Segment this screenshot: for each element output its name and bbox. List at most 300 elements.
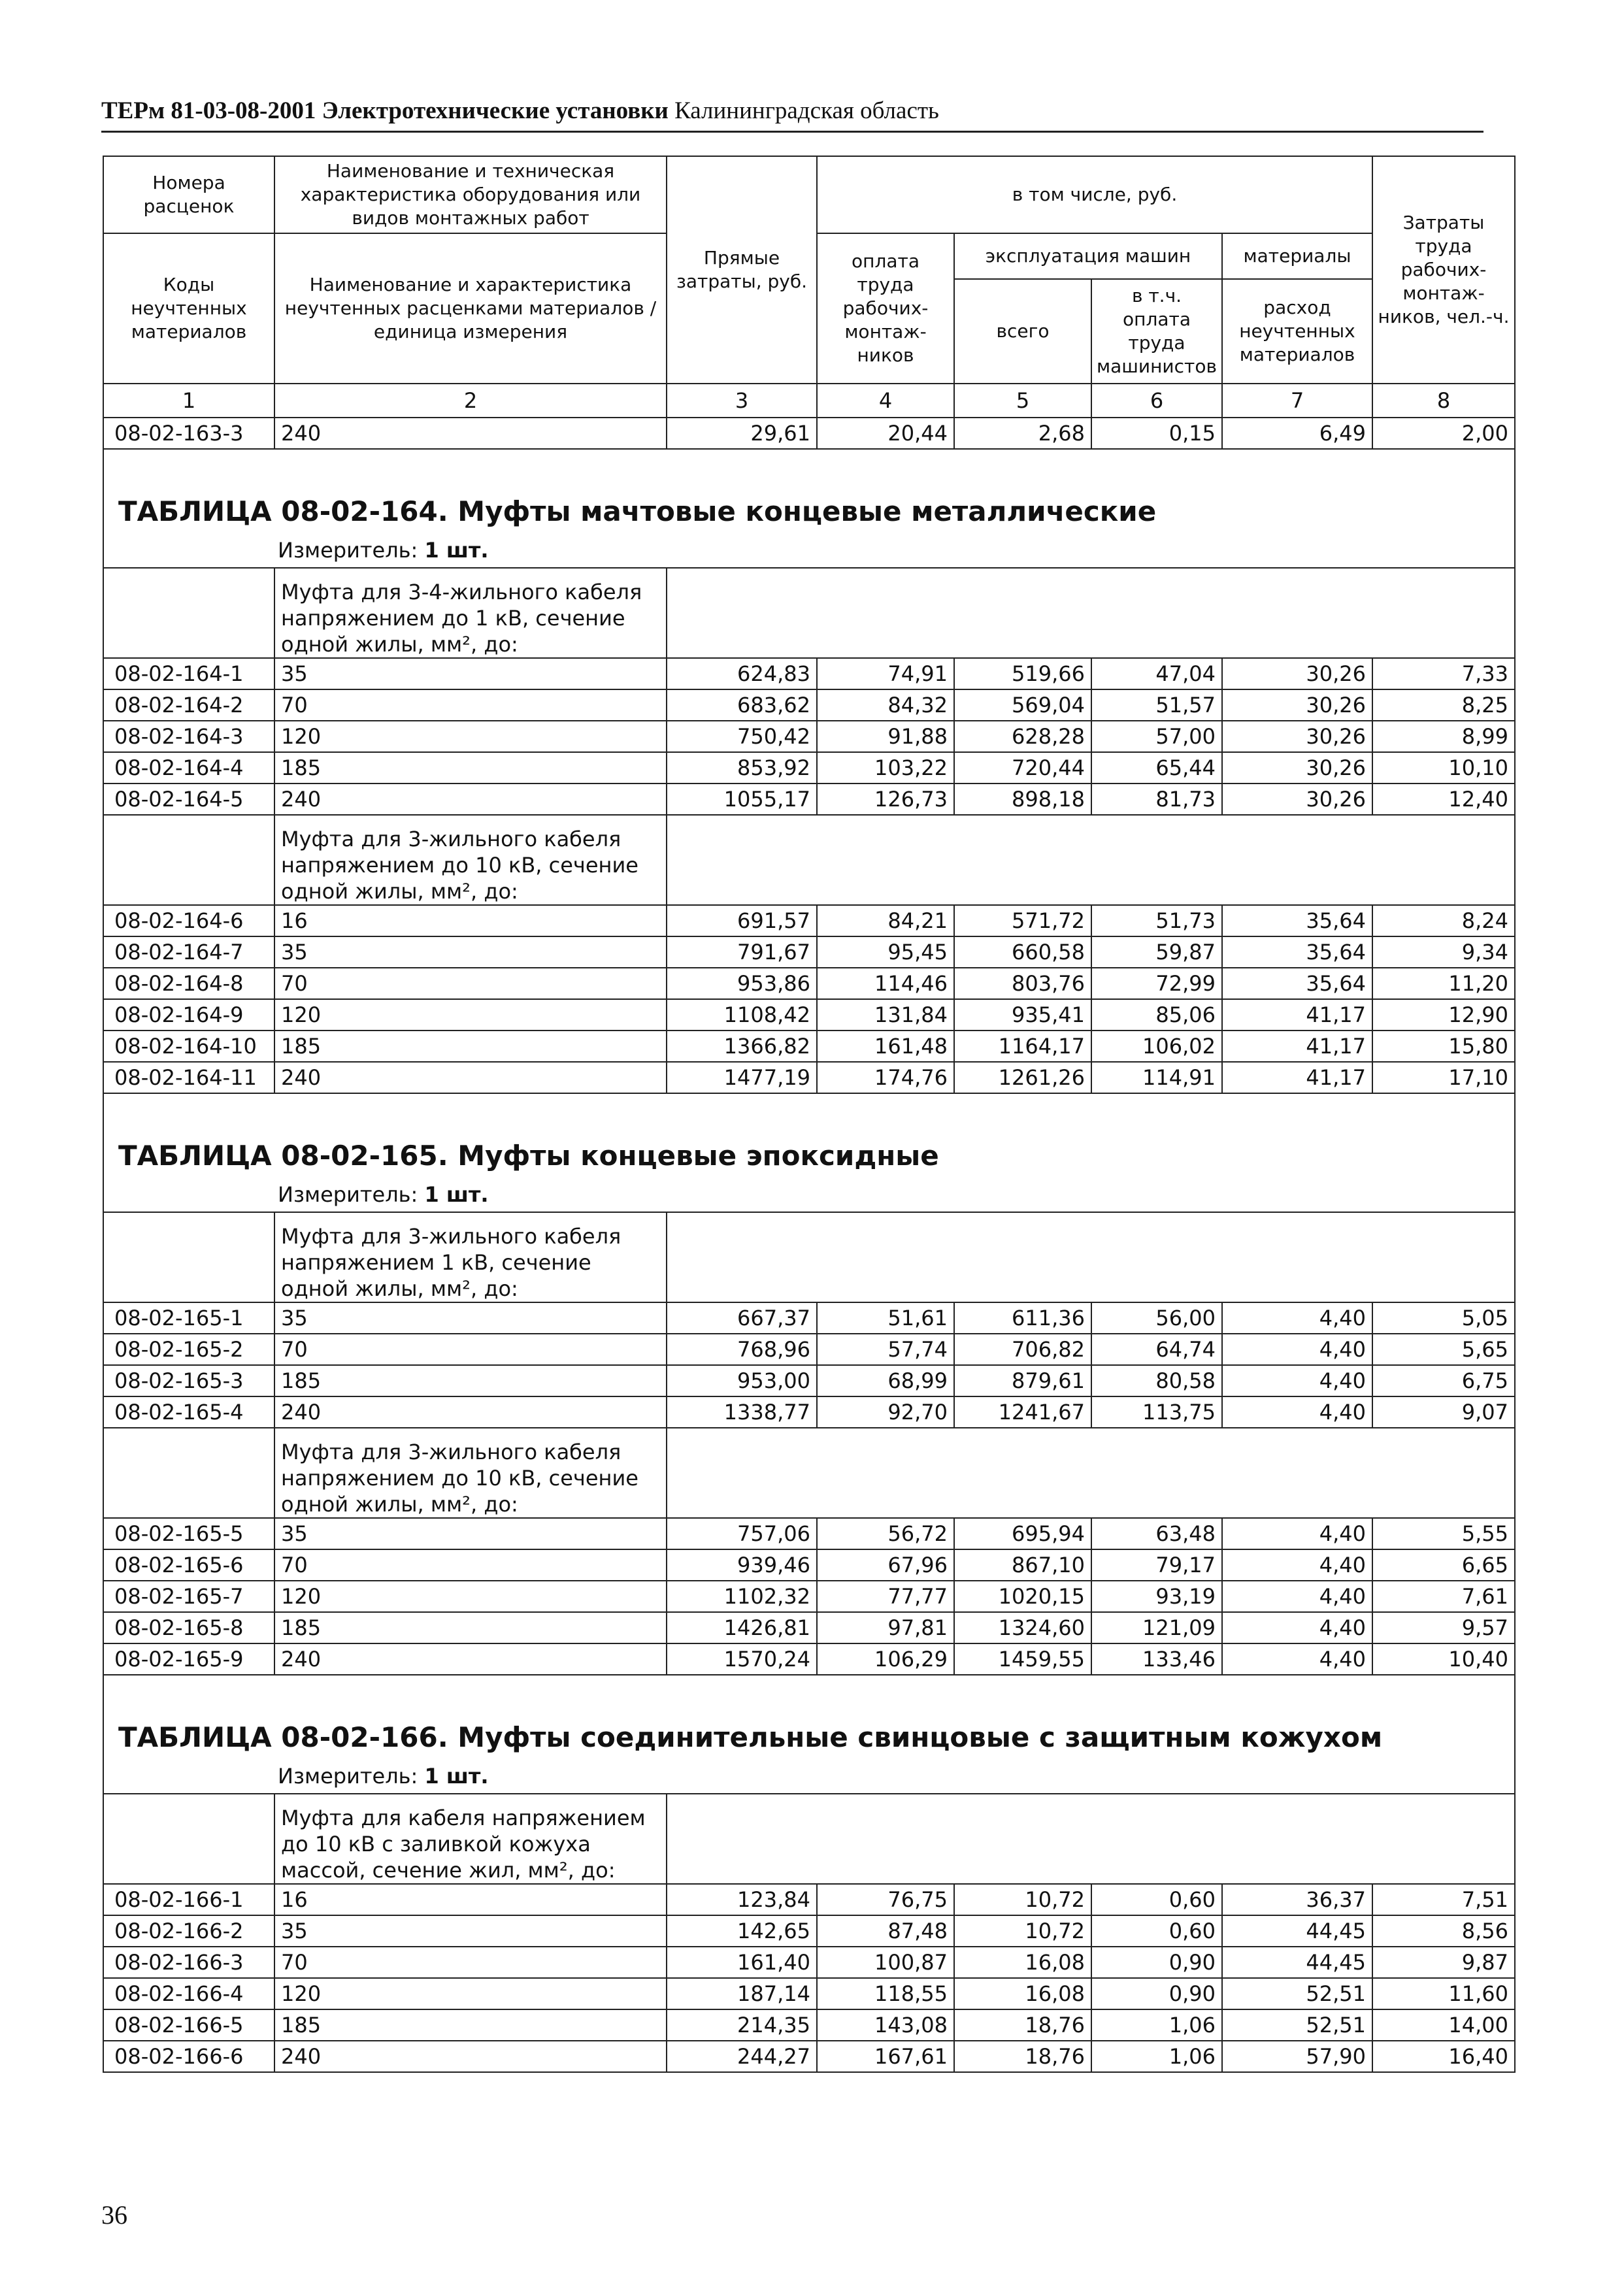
column-number: 6 bbox=[1091, 384, 1222, 418]
machines-total: 2,68 bbox=[954, 418, 1091, 449]
rate-code: 08-02-164-1 bbox=[103, 658, 274, 689]
operator-wages: 0,60 bbox=[1091, 1884, 1222, 1915]
table-row bbox=[103, 2009, 1515, 2041]
operator-wages: 0,15 bbox=[1091, 418, 1222, 449]
operator-wages: 1,06 bbox=[1091, 2009, 1222, 2041]
worker-wages: 84,32 bbox=[817, 689, 954, 721]
operator-wages: 51,57 bbox=[1091, 689, 1222, 721]
unaccounted-materials: 36,37 bbox=[1222, 1884, 1372, 1915]
direct-costs: 791,67 bbox=[667, 936, 817, 968]
col-header-material-names: Наименование и характеристика неучтенных расценками материалов / единица измерения bbox=[274, 233, 667, 384]
direct-costs: 1338,77 bbox=[667, 1396, 817, 1428]
table-row bbox=[103, 1612, 1515, 1643]
col-header-worker-wages: оплата труда рабочих-монтаж-ников bbox=[817, 233, 954, 384]
unaccounted-materials: 41,17 bbox=[1222, 1031, 1372, 1062]
empty-cell bbox=[103, 1212, 274, 1302]
table-row bbox=[103, 1031, 1515, 1062]
estimate-table bbox=[103, 156, 1516, 2073]
worker-wages: 114,46 bbox=[817, 968, 954, 999]
measure-label: Измеритель: bbox=[278, 1182, 418, 1207]
rate-code: 08-02-166-2 bbox=[103, 1915, 274, 1947]
header-row-1 bbox=[103, 156, 1515, 233]
direct-costs: 1477,19 bbox=[667, 1062, 817, 1093]
table-row bbox=[103, 418, 1515, 449]
machines-total: 1324,60 bbox=[954, 1612, 1091, 1643]
empty-cell bbox=[103, 568, 274, 658]
rate-code: 08-02-165-1 bbox=[103, 1302, 274, 1334]
worker-wages: 67,96 bbox=[817, 1549, 954, 1581]
cross-section: 240 bbox=[274, 1062, 667, 1093]
col-header-labor-costs: Затраты труда рабочих-монтаж-ников, чел.-ч. bbox=[1372, 156, 1515, 384]
worker-wages: 57,74 bbox=[817, 1334, 954, 1365]
machines-total: 18,76 bbox=[954, 2009, 1091, 2041]
cross-section: 35 bbox=[274, 1915, 667, 1947]
region-name: Калининградская область bbox=[674, 97, 939, 124]
empty-cell bbox=[667, 568, 1515, 658]
labor-costs: 10,10 bbox=[1372, 752, 1515, 784]
unaccounted-materials: 30,26 bbox=[1222, 784, 1372, 815]
labor-costs: 9,57 bbox=[1372, 1612, 1515, 1643]
machines-total: 935,41 bbox=[954, 999, 1091, 1031]
labor-costs: 2,00 bbox=[1372, 418, 1515, 449]
operator-wages: 63,48 bbox=[1091, 1518, 1222, 1549]
group-description: Муфта для 3-жильного кабеля напряжением до 10 кВ, сечение одной жилы, мм², до: bbox=[274, 815, 667, 905]
operator-wages: 0,90 bbox=[1091, 1947, 1222, 1978]
col-header-unaccounted-materials: расход неучтенных материалов bbox=[1222, 279, 1372, 384]
rate-code: 08-02-165-2 bbox=[103, 1334, 274, 1365]
direct-costs: 244,27 bbox=[667, 2041, 817, 2072]
worker-wages: 174,76 bbox=[817, 1062, 954, 1093]
unaccounted-materials: 35,64 bbox=[1222, 905, 1372, 936]
rate-code: 08-02-164-5 bbox=[103, 784, 274, 815]
measure-label: Измеритель: bbox=[278, 538, 418, 563]
col-header-operator-wages: в т.ч. оплата труда машинистов bbox=[1091, 279, 1222, 384]
worker-wages: 92,70 bbox=[817, 1396, 954, 1428]
labor-costs: 7,33 bbox=[1372, 658, 1515, 689]
labor-costs: 9,34 bbox=[1372, 936, 1515, 968]
table-row bbox=[103, 1365, 1515, 1396]
unaccounted-materials: 30,26 bbox=[1222, 752, 1372, 784]
labor-costs: 6,65 bbox=[1372, 1549, 1515, 1581]
direct-costs: 853,92 bbox=[667, 752, 817, 784]
table-row bbox=[103, 1549, 1515, 1581]
column-number: 7 bbox=[1222, 384, 1372, 418]
unaccounted-materials: 4,40 bbox=[1222, 1549, 1372, 1581]
operator-wages: 93,19 bbox=[1091, 1581, 1222, 1612]
group-description: Муфта для 3-жильного кабеля напряжением 1 кВ, сечение одной жилы, мм², до: bbox=[274, 1212, 667, 1302]
cross-section: 16 bbox=[274, 905, 667, 936]
rate-code: 08-02-165-5 bbox=[103, 1518, 274, 1549]
page-number: 36 bbox=[101, 2200, 127, 2230]
labor-costs: 17,10 bbox=[1372, 1062, 1515, 1093]
unaccounted-materials: 41,17 bbox=[1222, 999, 1372, 1031]
direct-costs: 939,46 bbox=[667, 1549, 817, 1581]
labor-costs: 12,40 bbox=[1372, 784, 1515, 815]
operator-wages: 80,58 bbox=[1091, 1365, 1222, 1396]
empty-cell bbox=[103, 815, 274, 905]
worker-wages: 106,29 bbox=[817, 1643, 954, 1675]
operator-wages: 114,91 bbox=[1091, 1062, 1222, 1093]
table-row bbox=[103, 2041, 1515, 2072]
direct-costs: 667,37 bbox=[667, 1302, 817, 1334]
cross-section: 35 bbox=[274, 936, 667, 968]
table-row bbox=[103, 1334, 1515, 1365]
unaccounted-materials: 35,64 bbox=[1222, 936, 1372, 968]
section-spacer bbox=[103, 1675, 1515, 1716]
machines-total: 16,08 bbox=[954, 1978, 1091, 2009]
section-spacer bbox=[103, 449, 1515, 490]
direct-costs: 1366,82 bbox=[667, 1031, 817, 1062]
direct-costs: 750,42 bbox=[667, 721, 817, 752]
page-header bbox=[101, 97, 1483, 133]
unaccounted-materials: 44,45 bbox=[1222, 1947, 1372, 1978]
operator-wages: 1,06 bbox=[1091, 2041, 1222, 2072]
unaccounted-materials: 4,40 bbox=[1222, 1612, 1372, 1643]
labor-costs: 9,87 bbox=[1372, 1947, 1515, 1978]
worker-wages: 100,87 bbox=[817, 1947, 954, 1978]
measure-unit bbox=[103, 1178, 1515, 1212]
table-title: ТАБЛИЦА 08-02-166. Муфты соединительные свинцовые с защитным кожухом bbox=[103, 1716, 1515, 1759]
cross-section: 16 bbox=[274, 1884, 667, 1915]
table-title-row bbox=[103, 1134, 1515, 1178]
worker-wages: 91,88 bbox=[817, 721, 954, 752]
labor-costs: 6,75 bbox=[1372, 1365, 1515, 1396]
machines-total: 628,28 bbox=[954, 721, 1091, 752]
col-header-machines-total: всего bbox=[954, 279, 1091, 384]
operator-wages: 85,06 bbox=[1091, 999, 1222, 1031]
machines-total: 660,58 bbox=[954, 936, 1091, 968]
labor-costs: 9,07 bbox=[1372, 1396, 1515, 1428]
cross-section: 70 bbox=[274, 1549, 667, 1581]
col-header-rate-numbers: Номера расценок bbox=[103, 156, 274, 233]
labor-costs: 5,55 bbox=[1372, 1518, 1515, 1549]
rate-code: 08-02-166-4 bbox=[103, 1978, 274, 2009]
operator-wages: 72,99 bbox=[1091, 968, 1222, 999]
operator-wages: 113,75 bbox=[1091, 1396, 1222, 1428]
table-title: ТАБЛИЦА 08-02-164. Муфты мачтовые концевые металлические bbox=[103, 490, 1515, 533]
table-row bbox=[103, 1518, 1515, 1549]
rate-code: 08-02-165-3 bbox=[103, 1365, 274, 1396]
table-row bbox=[103, 999, 1515, 1031]
labor-costs: 8,25 bbox=[1372, 689, 1515, 721]
worker-wages: 126,73 bbox=[817, 784, 954, 815]
cross-section: 185 bbox=[274, 2009, 667, 2041]
table-row bbox=[103, 968, 1515, 999]
direct-costs: 161,40 bbox=[667, 1947, 817, 1978]
labor-costs: 11,60 bbox=[1372, 1978, 1515, 2009]
operator-wages: 79,17 bbox=[1091, 1549, 1222, 1581]
spacer-cell bbox=[103, 449, 1515, 490]
machines-total: 1241,67 bbox=[954, 1396, 1091, 1428]
machines-total: 879,61 bbox=[954, 1365, 1091, 1396]
direct-costs: 624,83 bbox=[667, 658, 817, 689]
unaccounted-materials: 41,17 bbox=[1222, 1062, 1372, 1093]
machines-total: 898,18 bbox=[954, 784, 1091, 815]
measure-value: 1 шт. bbox=[424, 1764, 489, 1789]
machines-total: 706,82 bbox=[954, 1334, 1091, 1365]
labor-costs: 5,65 bbox=[1372, 1334, 1515, 1365]
group-description-row bbox=[103, 1428, 1515, 1518]
operator-wages: 64,74 bbox=[1091, 1334, 1222, 1365]
machines-total: 16,08 bbox=[954, 1947, 1091, 1978]
machines-total: 1164,17 bbox=[954, 1031, 1091, 1062]
unaccounted-materials: 52,51 bbox=[1222, 2009, 1372, 2041]
cross-section: 240 bbox=[274, 784, 667, 815]
table-row bbox=[103, 905, 1515, 936]
worker-wages: 68,99 bbox=[817, 1365, 954, 1396]
cross-section: 240 bbox=[274, 418, 667, 449]
machines-total: 1261,26 bbox=[954, 1062, 1091, 1093]
table-row bbox=[103, 689, 1515, 721]
machines-total: 803,76 bbox=[954, 968, 1091, 999]
machines-total: 10,72 bbox=[954, 1915, 1091, 1947]
table-row bbox=[103, 1978, 1515, 2009]
machines-total: 611,36 bbox=[954, 1302, 1091, 1334]
section-spacer bbox=[103, 1093, 1515, 1134]
cross-section: 35 bbox=[274, 658, 667, 689]
group-description-row bbox=[103, 1794, 1515, 1884]
direct-costs: 1570,24 bbox=[667, 1643, 817, 1675]
cross-section: 185 bbox=[274, 1031, 667, 1062]
cross-section: 35 bbox=[274, 1302, 667, 1334]
unaccounted-materials: 4,40 bbox=[1222, 1518, 1372, 1549]
direct-costs: 953,86 bbox=[667, 968, 817, 999]
table-row bbox=[103, 784, 1515, 815]
cross-section: 240 bbox=[274, 1643, 667, 1675]
rate-code: 08-02-165-8 bbox=[103, 1612, 274, 1643]
rate-code: 08-02-166-6 bbox=[103, 2041, 274, 2072]
labor-costs: 8,24 bbox=[1372, 905, 1515, 936]
direct-costs: 757,06 bbox=[667, 1518, 817, 1549]
column-number: 3 bbox=[667, 384, 817, 418]
labor-costs: 10,40 bbox=[1372, 1643, 1515, 1675]
direct-costs: 768,96 bbox=[667, 1334, 817, 1365]
machines-total: 571,72 bbox=[954, 905, 1091, 936]
group-description-row bbox=[103, 568, 1515, 658]
table-row bbox=[103, 1396, 1515, 1428]
measure-value: 1 шт. bbox=[424, 538, 489, 563]
direct-costs: 214,35 bbox=[667, 2009, 817, 2041]
direct-costs: 142,65 bbox=[667, 1915, 817, 1947]
column-number: 2 bbox=[274, 384, 667, 418]
table-row bbox=[103, 1062, 1515, 1093]
document-code: ТЕРм 81-03-08-2001 bbox=[101, 97, 316, 124]
measure-unit bbox=[103, 1759, 1515, 1794]
machines-total: 1020,15 bbox=[954, 1581, 1091, 1612]
labor-costs: 15,80 bbox=[1372, 1031, 1515, 1062]
measure-row bbox=[103, 1178, 1515, 1212]
rate-code: 08-02-164-10 bbox=[103, 1031, 274, 1062]
operator-wages: 57,00 bbox=[1091, 721, 1222, 752]
rate-code: 08-02-164-4 bbox=[103, 752, 274, 784]
operator-wages: 56,00 bbox=[1091, 1302, 1222, 1334]
direct-costs: 683,62 bbox=[667, 689, 817, 721]
table-row bbox=[103, 1302, 1515, 1334]
rate-code: 08-02-164-9 bbox=[103, 999, 274, 1031]
machines-total: 720,44 bbox=[954, 752, 1091, 784]
table-title-row bbox=[103, 490, 1515, 533]
operator-wages: 65,44 bbox=[1091, 752, 1222, 784]
empty-cell bbox=[667, 1794, 1515, 1884]
worker-wages: 77,77 bbox=[817, 1581, 954, 1612]
direct-costs: 123,84 bbox=[667, 1884, 817, 1915]
group-description-row bbox=[103, 815, 1515, 905]
worker-wages: 97,81 bbox=[817, 1612, 954, 1643]
labor-costs: 14,00 bbox=[1372, 2009, 1515, 2041]
col-header-including: в том числе, руб. bbox=[817, 156, 1372, 233]
direct-costs: 1426,81 bbox=[667, 1612, 817, 1643]
unaccounted-materials: 4,40 bbox=[1222, 1302, 1372, 1334]
worker-wages: 51,61 bbox=[817, 1302, 954, 1334]
unaccounted-materials: 30,26 bbox=[1222, 689, 1372, 721]
cross-section: 185 bbox=[274, 1365, 667, 1396]
group-description: Муфта для кабеля напряжением до 10 кВ с заливкой кожуха массой, сечение жил, мм², до: bbox=[274, 1794, 667, 1884]
operator-wages: 47,04 bbox=[1091, 658, 1222, 689]
table-row bbox=[103, 1915, 1515, 1947]
table-row bbox=[103, 1581, 1515, 1612]
worker-wages: 143,08 bbox=[817, 2009, 954, 2041]
operator-wages: 51,73 bbox=[1091, 905, 1222, 936]
worker-wages: 118,55 bbox=[817, 1978, 954, 2009]
table-row bbox=[103, 1643, 1515, 1675]
direct-costs: 1055,17 bbox=[667, 784, 817, 815]
labor-costs: 16,40 bbox=[1372, 2041, 1515, 2072]
column-number: 1 bbox=[103, 384, 274, 418]
group-description-row bbox=[103, 1212, 1515, 1302]
cross-section: 120 bbox=[274, 721, 667, 752]
cross-section: 70 bbox=[274, 1334, 667, 1365]
table-title-row bbox=[103, 1716, 1515, 1759]
column-numbers-row bbox=[103, 384, 1515, 418]
worker-wages: 84,21 bbox=[817, 905, 954, 936]
labor-costs: 5,05 bbox=[1372, 1302, 1515, 1334]
machines-total: 1459,55 bbox=[954, 1643, 1091, 1675]
machines-total: 519,66 bbox=[954, 658, 1091, 689]
spacer-cell bbox=[103, 1675, 1515, 1716]
worker-wages: 74,91 bbox=[817, 658, 954, 689]
column-number: 5 bbox=[954, 384, 1091, 418]
table-title: ТАБЛИЦА 08-02-165. Муфты концевые эпоксидные bbox=[103, 1134, 1515, 1178]
operator-wages: 81,73 bbox=[1091, 784, 1222, 815]
worker-wages: 161,48 bbox=[817, 1031, 954, 1062]
rate-code: 08-02-165-7 bbox=[103, 1581, 274, 1612]
rate-code: 08-02-164-6 bbox=[103, 905, 274, 936]
rate-code: 08-02-166-5 bbox=[103, 2009, 274, 2041]
worker-wages: 103,22 bbox=[817, 752, 954, 784]
operator-wages: 133,46 bbox=[1091, 1643, 1222, 1675]
table-row bbox=[103, 1884, 1515, 1915]
direct-costs: 953,00 bbox=[667, 1365, 817, 1396]
measure-row bbox=[103, 533, 1515, 568]
measure-label: Измеритель: bbox=[278, 1764, 418, 1789]
column-number: 4 bbox=[817, 384, 954, 418]
col-header-machine-operation: эксплуатация машин bbox=[954, 233, 1222, 279]
unaccounted-materials: 4,40 bbox=[1222, 1643, 1372, 1675]
rate-code: 08-02-165-9 bbox=[103, 1643, 274, 1675]
unaccounted-materials: 30,26 bbox=[1222, 721, 1372, 752]
unaccounted-materials: 4,40 bbox=[1222, 1581, 1372, 1612]
cross-section: 70 bbox=[274, 968, 667, 999]
labor-costs: 12,90 bbox=[1372, 999, 1515, 1031]
empty-cell bbox=[667, 1428, 1515, 1518]
worker-wages: 20,44 bbox=[817, 418, 954, 449]
cross-section: 240 bbox=[274, 2041, 667, 2072]
unaccounted-materials: 52,51 bbox=[1222, 1978, 1372, 2009]
machines-total: 867,10 bbox=[954, 1549, 1091, 1581]
cross-section: 240 bbox=[274, 1396, 667, 1428]
col-header-direct-costs: Прямые затраты, руб. bbox=[667, 156, 817, 384]
worker-wages: 131,84 bbox=[817, 999, 954, 1031]
empty-cell bbox=[103, 1794, 274, 1884]
operator-wages: 0,60 bbox=[1091, 1915, 1222, 1947]
rate-code: 08-02-166-1 bbox=[103, 1884, 274, 1915]
cross-section: 70 bbox=[274, 689, 667, 721]
unaccounted-materials: 35,64 bbox=[1222, 968, 1372, 999]
machines-total: 695,94 bbox=[954, 1518, 1091, 1549]
rate-code: 08-02-165-4 bbox=[103, 1396, 274, 1428]
table-row bbox=[103, 721, 1515, 752]
empty-cell bbox=[667, 1212, 1515, 1302]
direct-costs: 691,57 bbox=[667, 905, 817, 936]
measure-value: 1 шт. bbox=[424, 1182, 489, 1207]
direct-costs: 1108,42 bbox=[667, 999, 817, 1031]
group-description: Муфта для 3-жильного кабеля напряжением до 10 кВ, сечение одной жилы, мм², до: bbox=[274, 1428, 667, 1518]
unaccounted-materials: 4,40 bbox=[1222, 1396, 1372, 1428]
labor-costs: 11,20 bbox=[1372, 968, 1515, 999]
measure-unit bbox=[103, 533, 1515, 568]
table-row bbox=[103, 752, 1515, 784]
machines-total: 569,04 bbox=[954, 689, 1091, 721]
cross-section: 185 bbox=[274, 1612, 667, 1643]
labor-costs: 8,99 bbox=[1372, 721, 1515, 752]
col-header-material-codes: Коды неучтенных материалов bbox=[103, 233, 274, 384]
rate-code: 08-02-164-3 bbox=[103, 721, 274, 752]
rate-code: 08-02-165-6 bbox=[103, 1549, 274, 1581]
cross-section: 185 bbox=[274, 752, 667, 784]
direct-costs: 29,61 bbox=[667, 418, 817, 449]
col-header-materials: материалы bbox=[1222, 233, 1372, 279]
cross-section: 120 bbox=[274, 1581, 667, 1612]
unaccounted-materials: 4,40 bbox=[1222, 1334, 1372, 1365]
spacer-cell bbox=[103, 1093, 1515, 1134]
col-header-work-name: Наименование и техническая характеристика оборудования или видов монтажных работ bbox=[274, 156, 667, 233]
worker-wages: 95,45 bbox=[817, 936, 954, 968]
direct-costs: 1102,32 bbox=[667, 1581, 817, 1612]
rate-code: 08-02-163-3 bbox=[103, 418, 274, 449]
labor-costs: 8,56 bbox=[1372, 1915, 1515, 1947]
machines-total: 10,72 bbox=[954, 1884, 1091, 1915]
cross-section: 35 bbox=[274, 1518, 667, 1549]
rate-code: 08-02-164-11 bbox=[103, 1062, 274, 1093]
column-number: 8 bbox=[1372, 384, 1515, 418]
worker-wages: 87,48 bbox=[817, 1915, 954, 1947]
worker-wages: 167,61 bbox=[817, 2041, 954, 2072]
cross-section: 120 bbox=[274, 999, 667, 1031]
cross-section: 70 bbox=[274, 1947, 667, 1978]
unaccounted-materials: 30,26 bbox=[1222, 658, 1372, 689]
empty-cell bbox=[667, 815, 1515, 905]
unaccounted-materials: 6,49 bbox=[1222, 418, 1372, 449]
table-row bbox=[103, 1947, 1515, 1978]
section-title: Электротехнические установки bbox=[322, 97, 669, 124]
table-row bbox=[103, 658, 1515, 689]
operator-wages: 106,02 bbox=[1091, 1031, 1222, 1062]
operator-wages: 59,87 bbox=[1091, 936, 1222, 968]
rate-code: 08-02-166-3 bbox=[103, 1947, 274, 1978]
rate-code: 08-02-164-8 bbox=[103, 968, 274, 999]
unaccounted-materials: 4,40 bbox=[1222, 1365, 1372, 1396]
direct-costs: 187,14 bbox=[667, 1978, 817, 2009]
